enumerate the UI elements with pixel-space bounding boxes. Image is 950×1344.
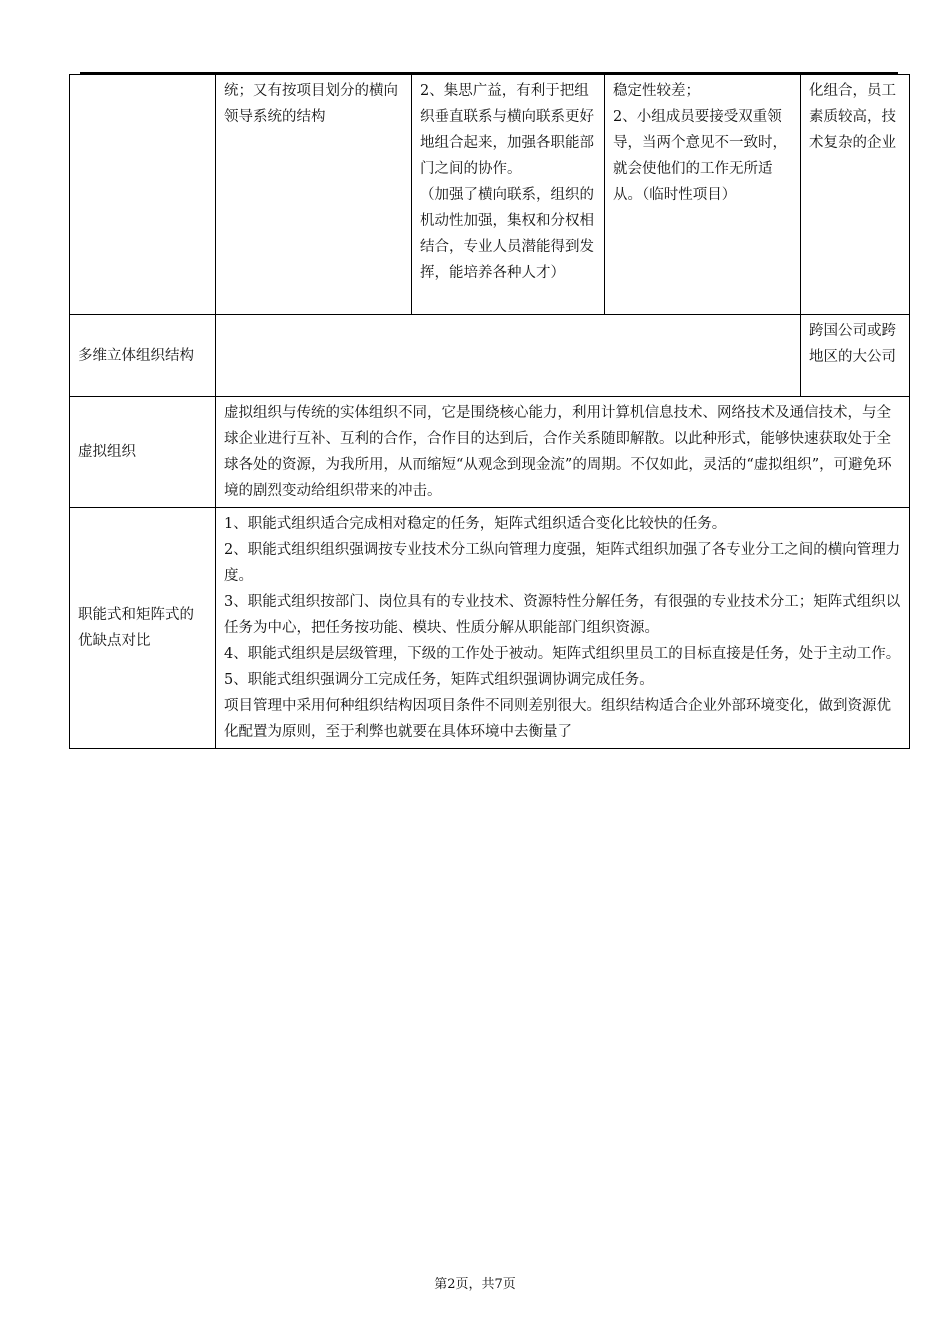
page-number: 第2页，共7页 bbox=[434, 1277, 516, 1292]
row1-label-cell bbox=[70, 75, 216, 315]
row1-applicable-cell: 化组合，员工素质较高，技术复杂的企业 bbox=[801, 75, 910, 315]
row2-applicable-cell: 跨国公司或跨地区的大公司 bbox=[801, 315, 910, 397]
row2-label: 多维立体组织结构 bbox=[70, 315, 216, 397]
table-row bbox=[70, 315, 910, 397]
row4-label: 职能式和矩阵式的优缺点对比 bbox=[70, 508, 216, 749]
org-structure-table bbox=[69, 74, 910, 749]
table-row bbox=[70, 508, 910, 749]
row3-text: 虚拟组织与传统的实体组织不同，它是围绕核心能力，利用计算机信息技术、网络技术及通信技术，与全球企业进行互补、互利的合作，合作目的达到后，合作关系随即解散。以此种形式，能够快速获取处于全球各处的资源，为我所用，从而缩短“从观念到现金流”的周期。不仅如此，灵活的“虚拟组织”，可避免环境的剧烈变动给组织带来的冲击。 bbox=[216, 397, 910, 508]
row4-content: 1、职能式组织适合完成相对稳定的任务，矩阵式组织适合变化比较快的任务。 2、职能式组织组织强调按专业技术分工纵向管理力度强，矩阵式组织加强了各专业分工之间的横向管理力度。 3、职能式组织按部门、岗位具有的专业技术、资源特性分解任务，有很强的专业技术分工；矩阵式组织以任务为中心，把任务按功能、模块、性质分解从职能部门组织资源。 4、职能式组织是层级管理，下级的工作处于被动。矩阵式组织里员工的目标直接是任务，处于主动工作。 5、职能式组织强调分工完成任务，矩阵式组织强调协调完成任务。 项目管理中采用何种组织结构因项目条件不同则差别很大。组织结构适合企业外部环境变化，做到资源优化配置为原则，至于利弊也就要在具体环境中去衡量了 bbox=[216, 508, 910, 749]
row1-disadvantages-cell: 稳定性较差； 2、小组成员要接受双重领导，当两个意见不一致时，就会使他们的工作无所适从。（临时性项目） bbox=[605, 75, 801, 315]
row1-definition-cell: 统；又有按项目划分的横向领导系统的结构 bbox=[216, 75, 412, 315]
row1-advantages-cell: 2、集思广益，有利于把组织垂直联系与横向联系更好地组合起来，加强各职能部门之间的协作。 （加强了横向联系，组织的机动性加强，集权和分权相结合，专业人员潜能得到发挥，能培养各种人才） bbox=[412, 75, 605, 315]
row2-empty-cell bbox=[216, 315, 801, 397]
table-row bbox=[70, 397, 910, 508]
table-row bbox=[70, 75, 910, 315]
row3-label: 虚拟组织 bbox=[70, 397, 216, 508]
